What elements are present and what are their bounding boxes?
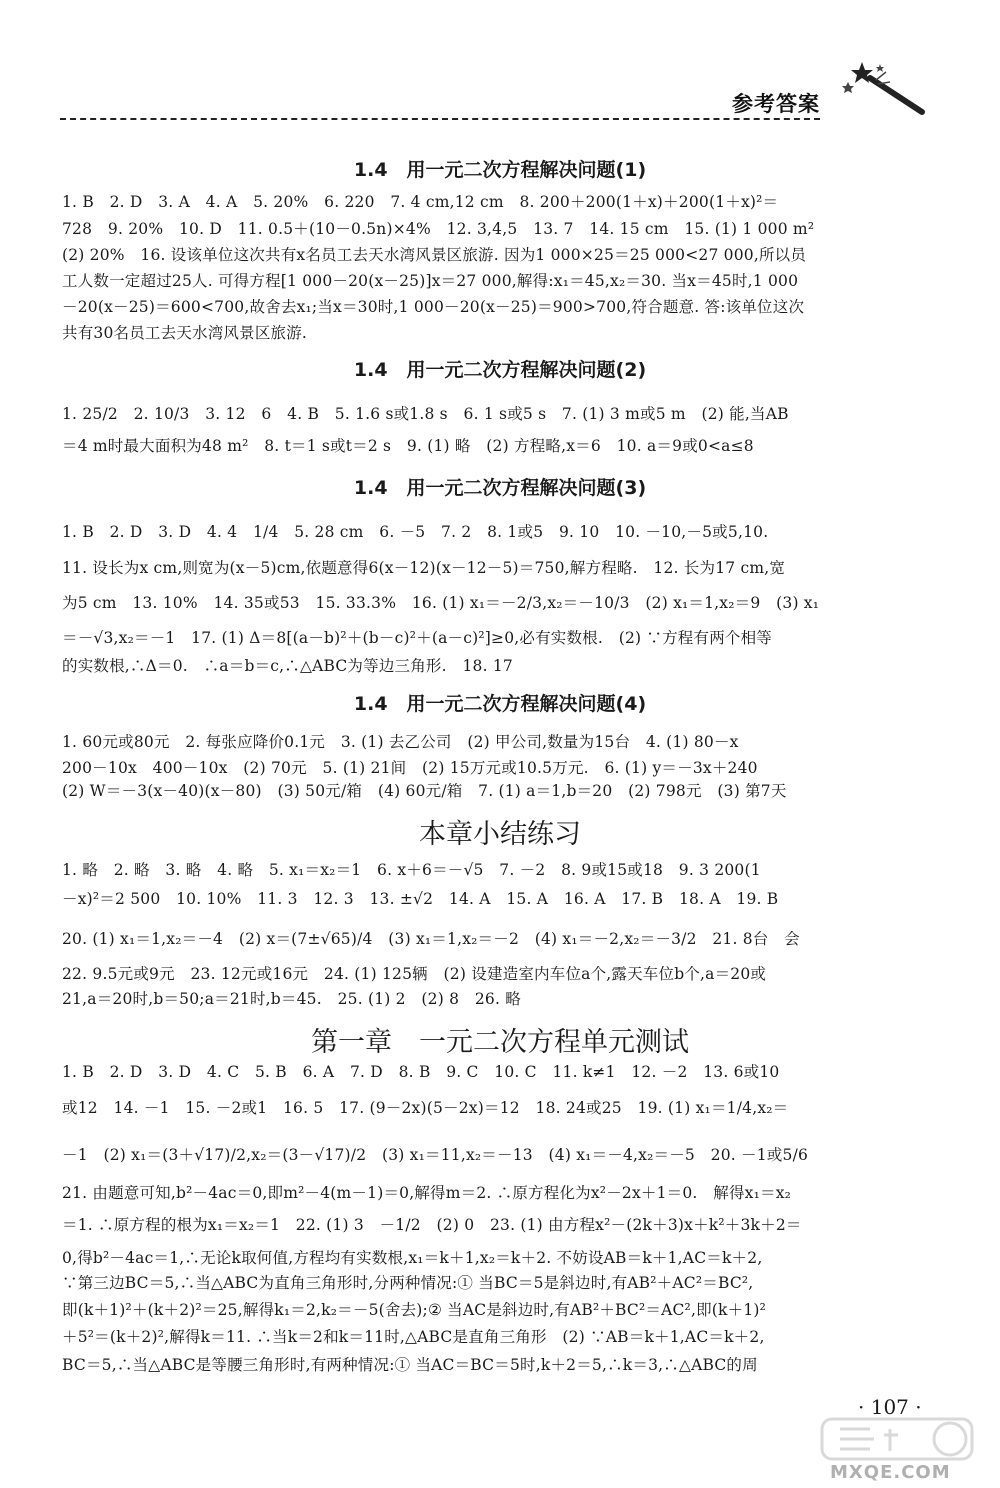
answer-line: 0,得b²－4ac＝1,∴无论k取何值,方程均有实数根,x₁＝k＋1,x₂＝k＋2. 不妨设AB＝k＋1,AC＝k＋2,	[62, 1249, 763, 1267]
answer-line: 1. 60元或80元 2. 每张应降价0.1元 3. (1) 去乙公司 (2) 甲公司,数量为15台 4. (1) 80－x	[62, 733, 739, 751]
answer-line: 11. 设长为x cm,则宽为(x－5)cm,依题意得6(x－12)(x－12－5)＝750,解方程略. 12. 长为17 cm,宽	[62, 559, 786, 577]
page-number: · 107 ·	[858, 1395, 922, 1419]
section-title: 1.4 用一元二次方程解决问题(1)	[353, 159, 647, 181]
answer-line: 的实数根,∴Δ＝0. ∴a＝b＝c,∴△ABC为等边三角形. 18. 17	[62, 657, 513, 675]
answer-line: (2) 20% 16. 设该单位这次共有x名员工去天水湾风景区旅游. 因为1 000×25＝25 000<27 000,所以员	[62, 246, 807, 264]
unit-test-title: 第一章 一元二次方程单元测试	[311, 1027, 689, 1058]
answer-line: 工人数一定超过25人. 可得方程[1 000－20(x－25)]x＝27 000,解得:x₁＝45,x₂＝30. 当x＝45时,1 000	[62, 272, 799, 290]
answer-line: 200－10x 400－10x (2) 70元 5. (1) 21间 (2) 15万元或10.5万元. 6. (1) y＝－3x＋240	[62, 759, 758, 777]
answer-line: 1. B 2. D 3. A 4. A 5. 20% 6. 220 7. 4 cm,12 cm 8. 200＋200(1＋x)＋200(1＋x)²＝	[62, 193, 779, 211]
answer-line: 1. 略 2. 略 3. 略 4. 略 5. x₁＝x₂＝1 6. x＋6＝－√5 7. －2 8. 9或15或18 9. 3 200(1	[62, 861, 761, 879]
answer-line: －1 (2) x₁＝(3＋√17)/2,x₂＝(3－√17)/2 (3) x₁＝11,x₂＝－13 (4) x₁＝－4,x₂＝－5 20. －1或5/6	[62, 1146, 809, 1164]
chapter-summary-title: 本章小结练习	[419, 819, 581, 850]
answer-line: 或12 14. －1 15. －2或1 16. 5 17. (9－2x)(5－2x)＝12 18. 24或25 19. (1) x₁＝1/4,x₂＝	[62, 1099, 789, 1117]
answer-line: ＋5²＝(k＋2)²,解得k＝11. ∴当k＝2和k＝11时,△ABC是直角三角形 (2) ∵AB＝k＋1,AC＝k＋2,	[62, 1328, 765, 1346]
answer-line: 1. B 2. D 3. D 4. C 5. B 6. A 7. D 8. B 9. C 10. C 11. k≠1 12. －2 13. 6或10	[62, 1063, 780, 1081]
answer-line: BC＝5,∴当△ABC是等腰三角形时,有两种情况:① 当AC＝BC＝5时,k＋2＝5,∴k＝3,∴△ABC的周	[62, 1356, 758, 1374]
answer-line: 21. 由题意可知,b²－4ac＝0,即m²－4(m－1)＝0,解得m＝2. ∴原方程化为x²－2x＋1＝0. 解得x₁＝x₂	[62, 1184, 792, 1202]
answer-line: 共有30名员工去天水湾风景区旅游.	[62, 324, 308, 342]
page-header	[60, 60, 940, 130]
answer-line: 21,a＝20时,b＝50;a＝21时,b＝45. 25. (1) 2 (2) 8 26. 略	[62, 990, 521, 1008]
answer-line: ＝1. ∴原方程的根为x₁＝x₂＝1 22. (1) 3 －1/2 (2) 0 23. (1) 由方程x²－(2k＋3)x＋k²＋3k＋2＝	[62, 1216, 802, 1234]
watermark-text: MXQE.COM	[830, 1462, 951, 1483]
answer-line: ∵第三边BC＝5,∴当△ABC为直角三角形时,分两种情况:① 当BC＝5是斜边时,有AB²＋AC²＝BC²,	[62, 1274, 754, 1292]
answer-line: ＝－√3,x₂＝－1 17. (1) Δ＝8[(a－b)²＋(b－c)²＋(a－c)²]≥0,必有实数根. (2) ∵方程有两个相等	[62, 629, 772, 647]
section-title: 1.4 用一元二次方程解决问题(2)	[353, 359, 647, 381]
answer-line: －x)²＝2 500 10. 10% 11. 3 12. 3 13. ±√2 14. A 15. A 16. A 17. B 18. A 19. B	[62, 890, 779, 908]
answer-line: 为5 cm 13. 10% 14. 35或53 15. 33.3% 16. (1) x₁＝－2/3,x₂＝－10/3 (2) x₁＝1,x₂＝9 (3) x₁	[62, 594, 820, 612]
answer-line: 1. B 2. D 3. D 4. 4 1/4 5. 28 cm 6. －5 7. 2 8. 1或5 9. 10 10. －10,－5或5,10.	[62, 523, 769, 541]
header-divider	[60, 118, 820, 120]
answer-line: 728 9. 20% 10. D 11. 0.5＋(10－0.5n)×4% 12. 3,4,5 13. 7 14. 15 cm 15. (1) 1 000 m²	[62, 220, 815, 238]
answer-line: ＝4 m时最大面积为48 m² 8. t＝1 s或t＝2 s 9. (1) 略 (2) 方程略,x＝6 10. a＝9或0<a≤8	[62, 437, 754, 455]
answer-line: 22. 9.5元或9元 23. 12元或16元 24. (1) 125辆 (2) 设建造室内车位a个,露天车位b个,a＝20或	[62, 965, 767, 983]
answer-line: 1. 25/2 2. 10/3 3. 12 6 4. B 5. 1.6 s或1.8 s 6. 1 s或5 s 7. (1) 3 m或5 m (2) 能,当AB	[62, 405, 789, 423]
answer-line: 即(k＋1)²＋(k＋2)²＝25,解得k₁＝2,k₂＝－5(舍去);② 当AC是斜边时,有AB²＋BC²＝AC²,即(k＋1)²	[62, 1301, 767, 1319]
section-title: 1.4 用一元二次方程解决问题(3)	[353, 477, 647, 499]
answer-line: －20(x－25)＝600<700,故舍去x₁;当x＝30时,1 000－20(x－25)＝900>700,符合题意. 答:该单位这次	[62, 298, 805, 316]
answer-line: (2) W＝－3(x－40)(x－80) (3) 50元/箱 (4) 60元/箱 7. (1) a＝1,b＝20 (2) 798元 (3) 第7天	[62, 782, 787, 800]
header-title: 参考答案	[732, 92, 820, 116]
section-title: 1.4 用一元二次方程解决问题(4)	[353, 693, 647, 715]
magic-wand-icon	[840, 60, 930, 120]
answer-line: 20. (1) x₁＝1,x₂＝－4 (2) x＝(7±√65)/4 (3) x₁＝1,x₂＝－2 (4) x₁＝－2,x₂＝－3/2 21. 8台 会	[62, 930, 800, 948]
